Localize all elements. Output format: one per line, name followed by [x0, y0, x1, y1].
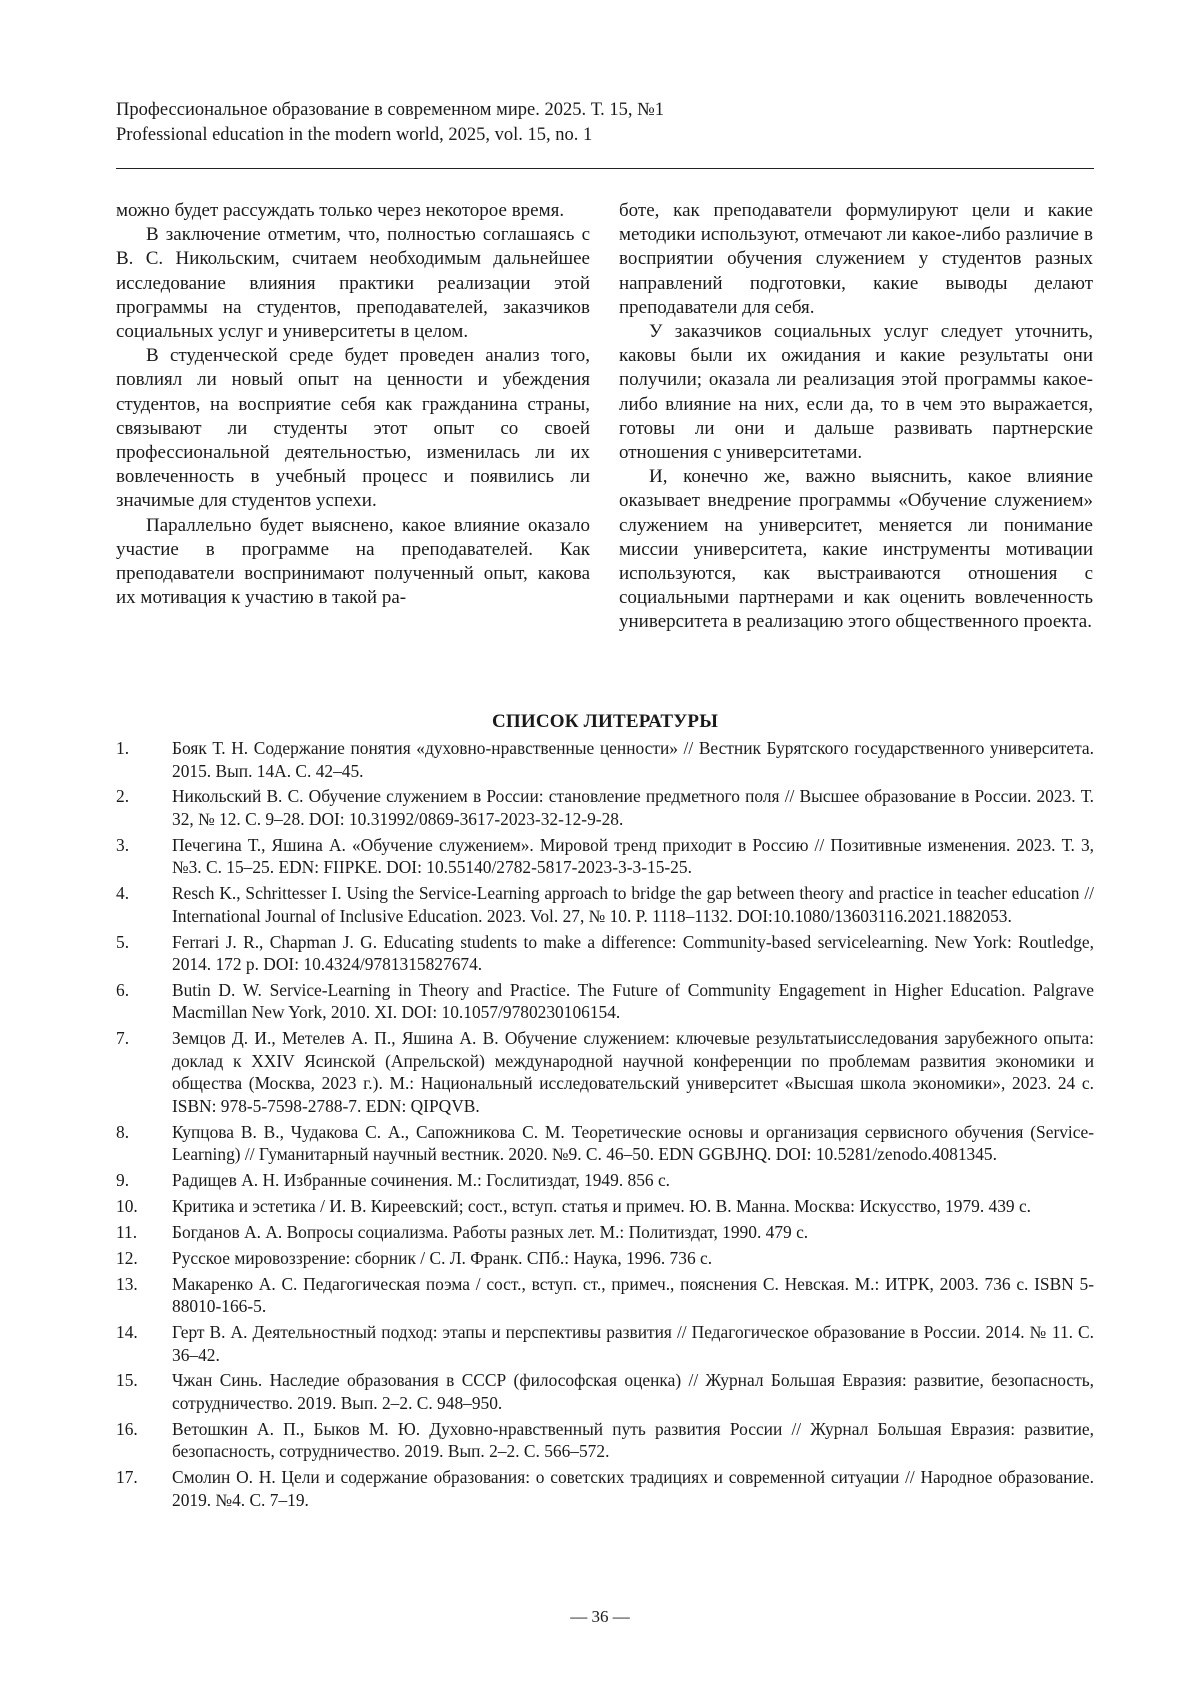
reference-number: 15. — [116, 1370, 138, 1391]
journal-header-ru: Профессиональное образование в современном мире. 2025. Т. 15, №1 — [116, 100, 665, 120]
reference-item — [116, 1169, 1094, 1192]
reference-item — [116, 1247, 1094, 1270]
reference-number: 2. — [116, 786, 130, 807]
reference-number: 14. — [116, 1322, 138, 1343]
reference-text: Богданов А. А. Вопросы социализма. Работы разных лет. М.: Политиздат, 1990. 479 с. — [172, 1221, 809, 1242]
paragraph: У заказчиков социальных услуг следует уточнить, каковы были их ожидания и какие результаты они получили; оказала ли реализация этой программы какое-либо влияние на них, если да, то в чем это выражается, готовы ли они и дальше развивать партнерские отношения с университетами. — [619, 321, 1093, 464]
paragraph: В заключение отметим, что, полностью соглашаясь с В. С. Никольским, считаем необходимым дальнейшее исследование влияния практики реализации этой программы на студентов, преподавателей, заказчиков социальных услуг и университеты в целом. — [116, 224, 590, 343]
reference-number: 8. — [116, 1121, 130, 1142]
reference-item — [116, 1273, 1094, 1318]
reference-item — [116, 979, 1094, 1024]
reference-number: 6. — [116, 979, 130, 1000]
reference-item — [116, 1027, 1094, 1117]
reference-item — [116, 1195, 1094, 1218]
reference-text: Макаренко А. С. Педагогическая поэма / сост., вступ. ст., примеч., пояснения С. Невская. М.: ИТРК, 2003. 736 с. ISBN 5-88010-166-5. — [172, 1273, 1094, 1317]
reference-text: Ветошкин А. П., Быков М. Ю. Духовно-нравственный путь развития России // Журнал Большая Евразия: развитие, безопасность, сотрудничество. 2019. Вып. 2–2. С. 566–572. — [172, 1418, 1094, 1462]
reference-list — [116, 737, 1094, 1515]
reference-number: 13. — [116, 1273, 138, 1294]
reference-item — [116, 1369, 1094, 1414]
reference-text: Печегина Т., Яшина А. «Обучение служением». Мировой тренд приходит в Россию // Позитивные изменения. 2023. Т. 3, №3. С. 15–25. EDN: FIIPKE. DOI: 10.55140/2782-5817-2023-3-3-15-25. — [172, 834, 1094, 878]
reference-text: Критика и эстетика / И. В. Киреевский; сост., вступ. статья и примеч. Ю. В. Манна. Москва: Искусство, 1979. 439 с. — [172, 1196, 1032, 1217]
reference-number: 7. — [116, 1028, 130, 1049]
reference-text: Герт В. А. Деятельностный подход: этапы и перспективы развития // Педагогическое образование в России. 2014. № 11. С. 36–42. — [172, 1322, 1094, 1365]
reference-item — [116, 785, 1094, 830]
references-title: СПИСОК ЛИТЕРАТУРЫ — [491, 711, 719, 732]
reference-text: Русское мировоззрение: сборник / С. Л. Франк. СПб.: Наука, 1996. 736 с. — [172, 1247, 713, 1268]
reference-number: 3. — [116, 834, 130, 855]
header-divider — [116, 168, 1094, 169]
left-text-column — [116, 199, 590, 610]
paragraph: Параллельно будет выяснено, какое влияние оказало участие в программе на преподавателей. Как преподаватели воспринимают полученный опыт, какова их мотивация к участию в такой ра- — [116, 514, 590, 609]
reference-number: 17. — [116, 1467, 138, 1488]
right-text-column — [619, 199, 1093, 635]
reference-text: Бояк Т. Н. Содержание понятия «духовно-нравственные ценности» // Вестник Бурятского государственного университета. 2015. Вып. 14А. С. 42–45. — [172, 738, 1094, 781]
reference-item — [116, 1418, 1094, 1463]
paragraph: В студенческой среде будет проведен анализ того, повлиял ли новый опыт на ценности и убеждения студентов, на восприятие себя как гражданина страны, связывают ли студенты этот опыт со своей профессиональной деятельностью, изменилась ли их вовлеченность в учебный процесс и появились ли значимые для студентов успехи. — [116, 345, 590, 512]
reference-text: Земцов Д. И., Метелев А. П., Яшина А. В. Обучение служением: ключевые результатыисследования зарубежного опыта: доклад к XXIV Ясинской (Апрельской) международной научной конференции по проблемам развития экономики и общества (Москва, 2023 г.). М.: Национальный исследовательский университет «Высшая школа экономики», 2023. 24 с. ISBN: 978-5-7598-2788-7. EDN: QIPQVB. — [172, 1028, 1094, 1116]
reference-item — [116, 1466, 1094, 1511]
journal-header — [116, 98, 1096, 148]
reference-text: Butin D. W. Service-Learning in Theory and Practice. The Future of Community Engagement in Higher Education. Palgrave Macmillan New York, 2010. XI. DOI: 10.1057/9780230106154. — [172, 979, 1094, 1023]
paragraph: И, конечно же, важно выяснить, какое влияние оказывает внедрение программы «Обучение служением» служением на университет, меняется ли понимание миссии университета, какие инструменты мотивации используются, как выстраиваются отношения с социальными партнерами и как оценить вовлеченность университета в реализацию этого общественного проекта. — [619, 466, 1093, 633]
reference-text: Resch K., Schrittesser I. Using the Service-Learning approach to bridge the gap between theory and practice in teacher education // International Journal of Inclusive Education. 2023. Vol. 27, № 10. P. 1118–1132. DOI:10.1080/13603116.2021.1882053. — [172, 883, 1094, 926]
reference-number: 11. — [116, 1221, 138, 1242]
reference-text: Чжан Синь. Наследие образования в СССР (философская оценка) // Журнал Большая Евразия: развитие, безопасность, сотрудничество. 2019. Вып. 2–2. С. 948–950. — [172, 1370, 1094, 1413]
paragraph: боте, как преподаватели формулируют цели и какие методики используют, отмечают ли какое-либо различие в восприятии обучения служением у студентов разных направлений подготовки, какие выводы делают преподаватели для себя. — [619, 200, 1093, 318]
reference-number: 16. — [116, 1418, 138, 1439]
reference-item — [116, 1221, 1094, 1244]
reference-number: 5. — [116, 931, 130, 952]
reference-text: Радищев А. Н. Избранные сочинения. М.: Гослитиздат, 1949. 856 с. — [172, 1170, 671, 1191]
reference-item — [116, 1121, 1094, 1166]
reference-item — [116, 931, 1094, 976]
reference-number: 4. — [116, 883, 130, 904]
journal-header-en: Professional education in the modern world, 2025, vol. 15, no. 1 — [116, 125, 593, 145]
reference-number: 1. — [116, 738, 130, 758]
reference-item — [116, 834, 1094, 879]
reference-text: Смолин О. Н. Цели и содержание образования: о советских традициях и современной ситуации // Народное образование. 2019. №4. С. 7–19. — [172, 1467, 1094, 1510]
reference-number: 10. — [116, 1196, 138, 1217]
reference-number: 12. — [116, 1247, 138, 1268]
paragraph: можно будет рассуждать только через некоторое время. — [116, 200, 565, 221]
reference-text: Ferrari J. R., Chapman J. G. Educating students to make a difference: Community-based servicelearning. New York: Routledge, 2014. 172 p. DOI: 10.4324/9781315827674. — [172, 931, 1094, 975]
reference-item — [116, 1321, 1094, 1366]
reference-item — [116, 882, 1094, 927]
reference-item — [116, 737, 1094, 782]
reference-text: Купцова В. В., Чудакова С. А., Сапожникова С. М. Теоретические основы и организация сервисного обучения (Service-Learning) // Гуманитарный научный вестник. 2020. №9. С. 46–50. EDN GGBJHQ. DOI: 10.5281/zenodo.4081345. — [172, 1121, 1094, 1165]
reference-text: Никольский В. С. Обучение служением в России: становление предметного поля // Высшее образование в России. 2023. Т. 32, № 12. С. 9–28. DOI: 10.31992/0869-3617-2023-32-12-9-28. — [172, 786, 1094, 829]
reference-number: 9. — [116, 1170, 130, 1191]
page-number: — 36 — — [570, 1607, 630, 1626]
